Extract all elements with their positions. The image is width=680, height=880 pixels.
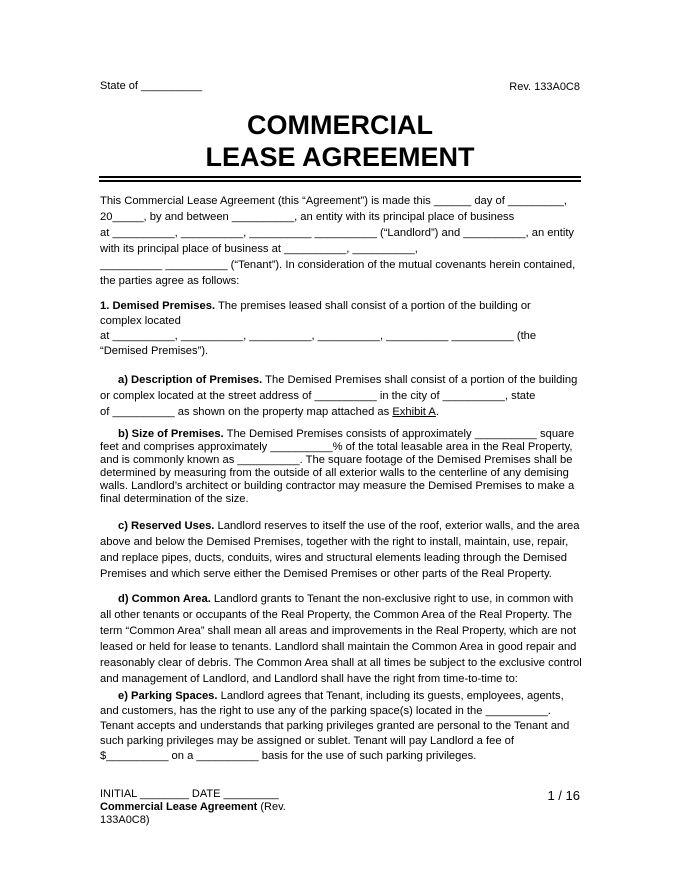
period: . [435, 406, 439, 418]
subsection-text: term “Common Area” shall mean all areas and improvements in the Real Property, which are not [100, 625, 577, 637]
subsection-text: reasonably clear of debris. The Common Area shall at all times be subject to the exclusive control [100, 657, 582, 669]
subsection-heading: a) Description of Premises. [118, 374, 263, 386]
subsection-text: all other tenants or occupants of the Real Property, the Common Area of the Real Property. The [100, 609, 572, 621]
intro-line: at __________, __________, __________ __________ (“Landlord”) and __________, an entity [100, 227, 575, 239]
subsection-text: Tenant accepts and understands that parking privileges granted are personal to the Tenant and [100, 720, 570, 732]
subsection-reserved-uses [100, 518, 582, 582]
page-footer [100, 788, 320, 827]
subsection-text: feet and comprises approximately __________% of the total leasable area in the Real Property, [100, 441, 573, 453]
subsection-parking-spaces [100, 689, 582, 764]
section-demised-premises [100, 299, 582, 359]
subsection-heading: e) Parking Spaces. [118, 690, 218, 702]
section-heading: 1. Demised Premises. [100, 300, 216, 312]
subsection-text: of __________ as shown on the property map attached as [100, 406, 393, 418]
subsection-common-area [100, 591, 582, 687]
subsection-text: above and below the Demised Premises, together with the right to install, maintain, use, repair, [100, 536, 569, 548]
document-title-line2: LEASE AGREEMENT [205, 142, 475, 172]
intro-line: the parties agree as follows: [100, 275, 240, 287]
footer-doc-rev: (Rev. [257, 801, 286, 813]
subsection-text: and customers, has the right to use any of the parking space(s) located in the __________. [100, 705, 551, 717]
revision-code: Rev. 133A0C8 [509, 81, 580, 93]
title-double-rule-bottom [99, 180, 581, 182]
intro-line: This Commercial Lease Agreement (this “Agreement”) is made this ______ day of _________, [100, 195, 568, 207]
subsection-heading: c) Reserved Uses. [118, 520, 215, 532]
intro-line: with its principal place of business at __________, __________, [100, 243, 418, 255]
state-field-label: State of __________ [100, 80, 203, 92]
subsection-text: and replace pipes, ducts, conduits, wires and structural elements leading through the Demised [100, 552, 568, 564]
section-text: “Demised Premises”). [100, 345, 209, 357]
section-text: The premises leased shall consist of a portion of the building or [215, 300, 531, 312]
intro-paragraph [100, 193, 582, 289]
subsection-text: Landlord agrees that Tenant, including its guests, employees, agents, [217, 690, 564, 702]
subsection-text: $__________ on a __________ basis for the use of such parking privileges. [100, 750, 477, 762]
subsection-text: The Demised Premises shall consist of a portion of the building [262, 374, 578, 386]
intro-line: __________ __________ (“Tenant”). In consideration of the mutual covenants herein contained, [100, 259, 576, 271]
subsection-text: and management of Landlord, and Landlord shall have the right from time-to-time to: [100, 673, 518, 685]
subsection-text: and is commonly known as __________. The square footage of the Demised Premises shall be [100, 454, 573, 466]
subsection-heading: d) Common Area. [118, 593, 211, 605]
section-text: complex located [100, 315, 181, 327]
subsection-text: leased or held for lease to tenants. Landlord shall maintain the Common Area in good repair and [100, 641, 577, 653]
intro-line: 20_____, by and between __________, an entity with its principal place of business [100, 211, 515, 223]
subsection-description-of-premises [100, 372, 582, 420]
subsection-text: walls. Landlord’s architect or building contractor may measure the Demised Premises to make a [100, 480, 575, 492]
title-double-rule-top [99, 176, 581, 178]
section-text: at __________, __________, __________, __________, __________ __________ (the [100, 330, 537, 342]
subsection-text: The Demised Premises consists of approximately __________ square [223, 428, 575, 440]
subsection-text: Landlord reserves to itself the use of the roof, exterior walls, and the area [214, 520, 580, 532]
subsection-text: determined by measuring from the outside of all exterior walls to the centerline of any demising [100, 467, 569, 479]
footer-doc-rev-code: 133A0C8) [100, 814, 150, 826]
subsection-heading: b) Size of Premises. [118, 428, 224, 440]
subsection-text: final determination of the size. [100, 493, 249, 505]
subsection-text: Premises and which serve either the Demised Premises or other parts of the Real Property. [100, 568, 552, 580]
document-title-line1: COMMERCIAL [247, 110, 433, 140]
exhibit-a-link[interactable]: Exhibit A [392, 406, 436, 418]
subsection-text: or complex located at the street address of __________ in the city of __________, state [100, 390, 536, 402]
subsection-text: such parking privileges may be assigned or sublet. Tenant will pay Landlord a fee of [100, 735, 514, 747]
initial-date-line: INITIAL ________ DATE _________ [100, 788, 279, 800]
footer-doc-name: Commercial Lease Agreement [100, 801, 258, 813]
page-number: 1 / 16 [547, 788, 580, 803]
subsection-text: Landlord grants to Tenant the non-exclusive right to use, in common with [210, 593, 574, 605]
subsection-size-of-premises [100, 428, 582, 506]
